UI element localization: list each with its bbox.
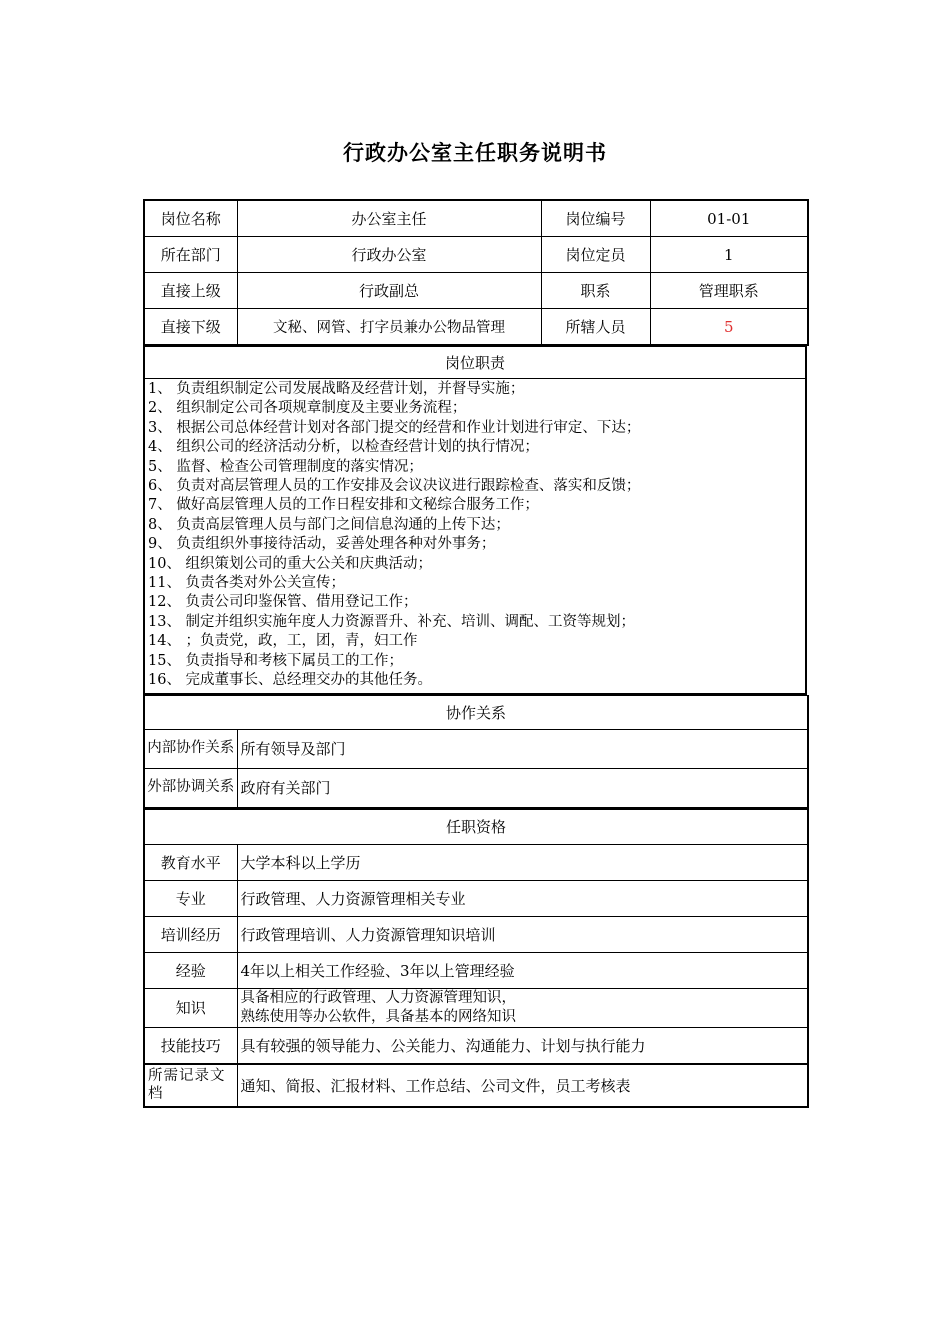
table-row — [144, 273, 808, 309]
position-name-label: 岗位名称 — [144, 200, 237, 237]
table-row — [144, 200, 808, 237]
list-item: 1、 负责组织制定公司发展战略及经营计划，并督导实施； — [148, 381, 525, 397]
training-label: 培训经历 — [144, 916, 237, 952]
table-row — [144, 237, 808, 273]
list-item: 2、 组织制定公司各项规章制度及主要业务流程； — [148, 400, 467, 417]
basic-info-table — [143, 199, 809, 346]
headcount-label: 岗位定员 — [541, 237, 650, 273]
list-item: 7、 做好高层管理人员的工作日程安排和文秘综合服务工作； — [148, 497, 539, 514]
table-row — [144, 952, 808, 988]
list-item: 9、 负责组织外事接待活动，妥善处理各种对外事务； — [148, 536, 496, 553]
list-item: 11、 负责各类对外公关宣传； — [148, 575, 346, 592]
table-row — [144, 309, 808, 346]
superior-label: 直接上级 — [144, 273, 237, 309]
knowledge-value — [237, 988, 808, 1027]
table-row — [144, 1064, 808, 1107]
major-value: 行政管理、人力资源管理相关专业 — [237, 880, 808, 916]
list-item: 3、 根据公司总体经营计划对各部门提交的经营和作业计划进行审定、下达； — [148, 419, 641, 436]
table-row — [144, 844, 808, 880]
position-code-value: 01-01 — [650, 200, 808, 237]
records-value: 通知、简报、汇报材料、工作总结、公司文件，员工考核表 — [237, 1064, 808, 1107]
records-label: 所需记录文档 — [144, 1064, 237, 1107]
list-item: 5、 监督、检查公司管理制度的落实情况； — [148, 458, 423, 475]
coop-header: 协作关系 — [144, 695, 808, 729]
table-row — [144, 880, 808, 916]
duties-table — [143, 346, 807, 695]
table-row — [144, 988, 808, 1027]
superior-value: 行政副总 — [237, 273, 541, 309]
list-item: 10、 组织策划公司的重大公关和庆典活动； — [148, 555, 433, 572]
position-code-label: 岗位编号 — [541, 200, 650, 237]
education-value: 大学本科以上学历 — [237, 844, 808, 880]
internal-coop-label: 内部协作关系 — [144, 729, 237, 768]
table-row — [144, 695, 808, 729]
knowledge-line: 熟练使用等办公软件，具备基本的网络知识 — [240, 1008, 516, 1025]
duties-list — [144, 379, 806, 694]
list-item: 4、 组织公司的经济活动分析，以检查经营计划的执行情况； — [148, 439, 539, 456]
table-row — [144, 916, 808, 952]
training-value: 行政管理培训、人力资源管理知识培训 — [237, 916, 808, 952]
coop-table — [143, 695, 809, 809]
job-description-sheet — [143, 199, 807, 1108]
job-family-value: 管理职系 — [650, 273, 808, 309]
document-title: 行政办公室主任职务说明书 — [343, 140, 607, 165]
qualification-header: 任职资格 — [144, 809, 808, 844]
list-item: 15、 负责指导和考核下属员工的工作； — [148, 652, 404, 669]
experience-label: 经验 — [144, 952, 237, 988]
external-coop-value: 政府有关部门 — [237, 768, 808, 808]
subordinates-label: 直接下级 — [144, 309, 237, 346]
skills-label: 技能技巧 — [144, 1027, 237, 1064]
table-row — [144, 1027, 808, 1064]
list-item: 13、 制定并组织实施年度人力资源晋升、补充、培训、调配、工资等规划； — [148, 613, 636, 630]
external-coop-label: 外部协调关系 — [144, 768, 237, 808]
major-label: 专业 — [144, 880, 237, 916]
department-label: 所在部门 — [144, 237, 237, 273]
table-row — [144, 809, 808, 844]
table-row — [144, 729, 808, 768]
list-item: 12、 负责公司印鉴保管、借用登记工作； — [148, 594, 418, 611]
table-row — [144, 347, 806, 379]
position-name-value: 办公室主任 — [237, 200, 541, 237]
knowledge-label: 知识 — [144, 988, 237, 1027]
list-item: 6、 负责对高层管理人员的工作安排及会议决议进行跟踪检查、落实和反馈； — [148, 478, 641, 495]
table-row — [144, 768, 808, 808]
knowledge-line: 具备相应的行政管理、人力资源管理知识， — [240, 989, 516, 1006]
list-item: 8、 负责高层管理人员与部门之间信息沟通的上传下达； — [148, 516, 510, 533]
education-label: 教育水平 — [144, 844, 237, 880]
skills-value: 具有较强的领导能力、公关能力、沟通能力、计划与执行能力 — [237, 1027, 808, 1064]
table-row — [144, 379, 806, 694]
headcount-value: 1 — [650, 237, 808, 273]
experience-value: 4年以上相关工作经验、3年以上管理经验 — [237, 952, 808, 988]
subordinates-value: 文秘、网管、打字员兼办公物品管理 — [237, 309, 541, 346]
list-item: 14、 ；负责党，政，工，团，青，妇工作 — [148, 633, 418, 650]
department-value: 行政办公室 — [237, 237, 541, 273]
list-item: 16、 完成董事长、总经理交办的其他任务。 — [148, 672, 433, 689]
staff-count-value: 5 — [650, 309, 808, 346]
job-family-label: 职系 — [541, 273, 650, 309]
qualification-table — [143, 809, 809, 1108]
staff-count-label: 所辖人员 — [541, 309, 650, 346]
internal-coop-value: 所有领导及部门 — [237, 729, 808, 768]
duties-header: 岗位职责 — [144, 347, 806, 379]
